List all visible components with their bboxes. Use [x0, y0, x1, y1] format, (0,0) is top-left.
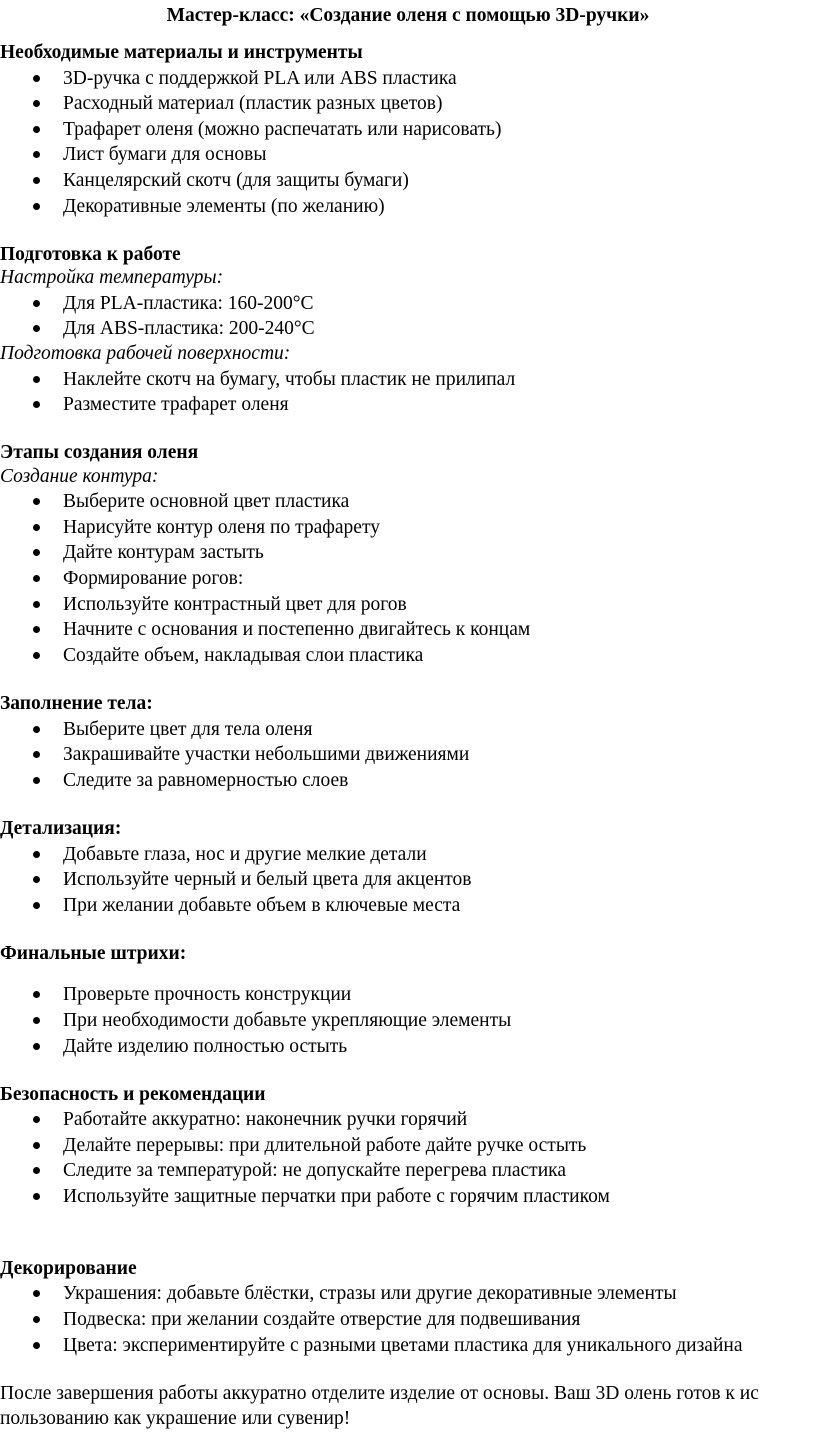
bullet-icon — [30, 592, 42, 618]
bullet-icon — [30, 1158, 42, 1184]
temperature-subheading: Настройка температуры: — [0, 267, 224, 288]
bullet-icon — [30, 717, 42, 743]
list-item: Разместите трафарет оленя — [63, 394, 289, 415]
list-item: Трафарет оленя (можно распечатать или нарисовать) — [63, 119, 502, 140]
bullet-icon — [30, 316, 42, 342]
materials-heading: Необходимые материалы и инструменты — [0, 42, 363, 63]
bullet-icon — [30, 566, 42, 592]
list-item: Начните с основания и постепенно двигайтесь к концам — [63, 619, 531, 640]
list-item: Выберите основной цвет пластика — [63, 491, 350, 512]
bullet-icon — [30, 1034, 42, 1060]
bullet-icon — [30, 643, 42, 669]
bullet-icon — [30, 540, 42, 566]
bullet-icon — [30, 617, 42, 643]
list-item: Используйте защитные перчатки при работе с горячим пластиком — [63, 1186, 610, 1207]
bullet-icon — [30, 1008, 42, 1034]
list-item: Выберите цвет для тела оленя — [63, 719, 313, 740]
list-item: Для ABS-пластика: 200-240°C — [63, 318, 315, 339]
bullet-icon — [30, 367, 42, 393]
bullet-icon — [30, 982, 42, 1008]
list-item: При необходимости добавьте укрепляющие элементы — [63, 1010, 512, 1031]
bullet-icon — [30, 893, 42, 919]
bullet-icon — [30, 1184, 42, 1210]
detailing-heading: Детализация: — [0, 818, 122, 839]
outline-subheading: Создание контура: — [0, 466, 159, 487]
list-item: Создайте объем, накладывая слои пластика — [63, 645, 424, 666]
finishing-heading: Финальные штрихи: — [0, 943, 187, 964]
body-fill-heading: Заполнение тела: — [0, 693, 153, 714]
list-item: Цвета: экспериментируйте с разными цветами пластика для уникального дизайна — [63, 1335, 743, 1356]
bullet-icon — [30, 1133, 42, 1159]
bullet-icon — [30, 91, 42, 117]
bullet-icon — [30, 1307, 42, 1333]
bullet-icon — [30, 291, 42, 317]
list-item: Канцелярский скотч (для защиты бумаги) — [63, 170, 409, 191]
bullet-icon — [30, 768, 42, 794]
list-item: Работайте аккуратно: наконечник ручки горячий — [63, 1109, 468, 1130]
closing-paragraph-line-1: После завершения работы аккуратно отделите изделие от основы. Ваш 3D олень готов к ис — [0, 1383, 759, 1404]
list-item: Для PLA-пластика: 160-200°C — [63, 293, 314, 314]
list-item: Формирование рогов: — [63, 568, 244, 589]
safety-heading: Безопасность и рекомендации — [0, 1084, 266, 1105]
bullet-icon — [30, 66, 42, 92]
bullet-icon — [30, 117, 42, 143]
list-item: Проверьте прочность конструкции — [63, 984, 352, 1005]
list-item: Добавьте глаза, нос и другие мелкие детали — [63, 844, 427, 865]
list-item: Украшения: добавьте блёстки, стразы или другие декоративные элементы — [63, 1283, 677, 1304]
list-item: Наклейте скотч на бумагу, чтобы пластик не прилипал — [63, 369, 516, 390]
list-item: Дайте изделию полностью остыть — [63, 1036, 348, 1057]
list-item: Делайте перерывы: при длительной работе дайте ручке остыть — [63, 1135, 587, 1156]
bullet-icon — [30, 489, 42, 515]
list-item: Закрашивайте участки небольшими движениями — [63, 744, 470, 765]
list-item: Расходный материал (пластик разных цветов) — [63, 93, 443, 114]
decorating-heading: Декорирование — [0, 1258, 137, 1279]
preparation-heading: Подготовка к работе — [0, 244, 181, 265]
list-item: Дайте контурам застыть — [63, 542, 264, 563]
stages-heading: Этапы создания оленя — [0, 442, 199, 463]
bullet-icon — [30, 867, 42, 893]
bullet-icon — [30, 515, 42, 541]
list-item: Используйте контрастный цвет для рогов — [63, 594, 407, 615]
list-item: 3D-ручка с поддержкой PLA или ABS пластика — [63, 68, 457, 89]
bullet-icon — [30, 392, 42, 418]
bullet-icon — [30, 1107, 42, 1133]
bullet-icon — [30, 842, 42, 868]
list-item: Лист бумаги для основы — [63, 144, 267, 165]
list-item: Следите за равномерностью слоев — [63, 770, 349, 791]
bullet-icon — [30, 194, 42, 220]
list-item: Подвеска: при желании создайте отверстие для подвешивания — [63, 1309, 581, 1330]
bullet-icon — [30, 1281, 42, 1307]
bullet-icon — [30, 142, 42, 168]
surface-subheading: Подготовка рабочей поверхности: — [0, 343, 291, 364]
closing-paragraph-line-2: пользованию как украшение или сувенир! — [0, 1408, 351, 1429]
list-item: Используйте черный и белый цвета для акцентов — [63, 869, 472, 890]
bullet-icon — [30, 168, 42, 194]
page-title: Мастер-класс: «Создание оленя с помощью 3D-ручки» — [166, 5, 650, 26]
list-item: Декоративные элементы (по желанию) — [63, 196, 385, 217]
bullet-icon — [30, 1333, 42, 1359]
list-item: Нарисуйте контур оленя по трафарету — [63, 517, 380, 538]
bullet-icon — [30, 742, 42, 768]
list-item: При желании добавьте объем в ключевые места — [63, 895, 461, 916]
list-item: Следите за температурой: не допускайте перегрева пластика — [63, 1160, 566, 1181]
